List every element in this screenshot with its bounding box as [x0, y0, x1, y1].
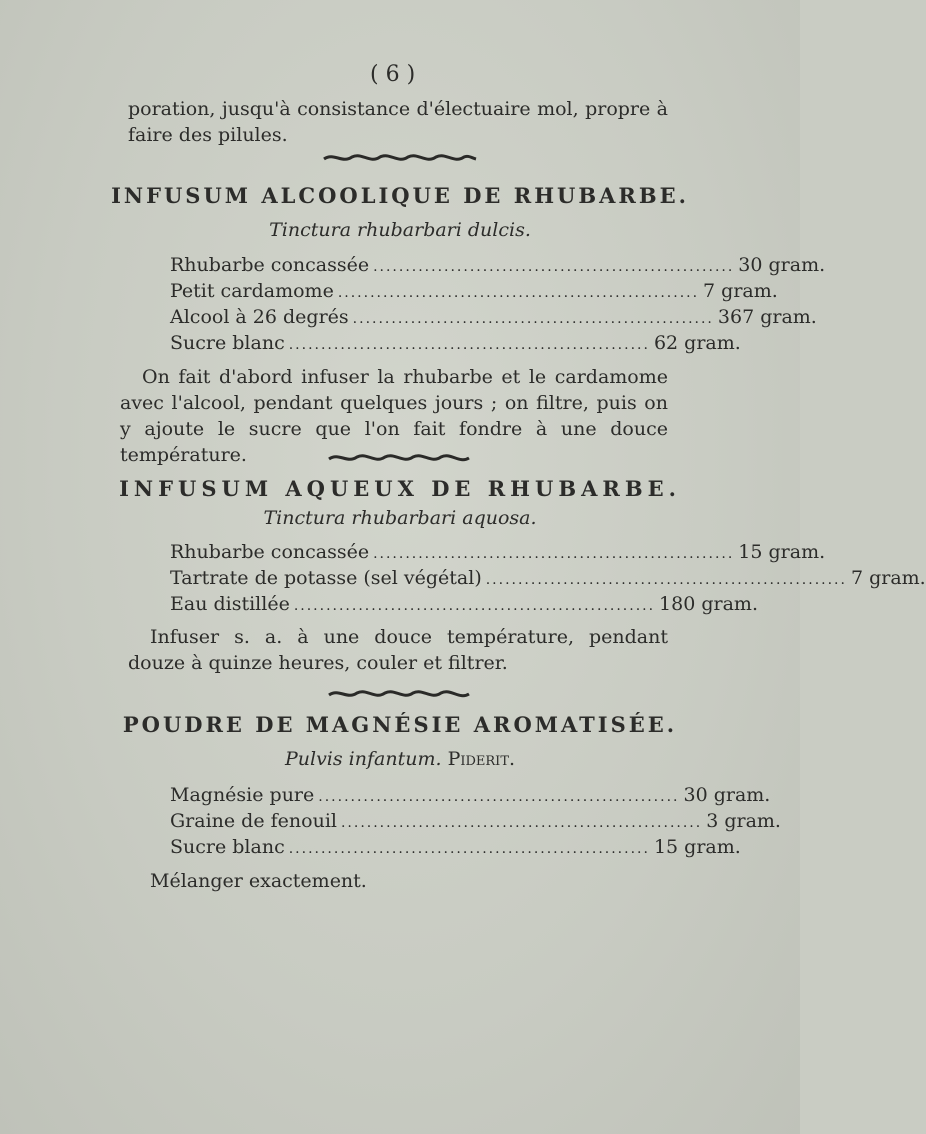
ingredient-name: Graine de fenouil	[170, 810, 337, 832]
ornament-icon	[325, 450, 475, 466]
ingredient-list-2	[170, 539, 926, 617]
section-subtitle-2: Tinctura rhubarbari aquosa.	[263, 507, 537, 529]
ingredient-name: Sucre blanc	[170, 836, 285, 858]
instructions-paragraph-3: Mélanger exactement.	[150, 870, 367, 892]
ingredient-list-1	[170, 252, 826, 356]
ingredient-name: Sucre blanc	[170, 332, 285, 354]
leader-dots: ........................................................	[337, 285, 700, 301]
leader-dots: ........................................................	[373, 259, 735, 275]
subtitle-title: Pulvis infantum.	[284, 748, 442, 770]
ingredient-name: Rhubarbe concassée	[170, 254, 370, 276]
ingredient-quantity: 367 gram.	[717, 306, 817, 328]
instructions-paragraph-1: On fait d'abord infuser la rhubarbe et le cardamome avec l'alcool, pendant quelques jours ; on filtre, puis on y ajoute le sucre que l'on fait fondre à une douce température.	[120, 366, 668, 466]
ingredient-row	[170, 782, 771, 808]
ingredient-row	[170, 330, 741, 356]
page-number: ( 6 )	[370, 62, 416, 87]
intro-paragraph: poration, jusqu'à consistance d'électuaire mol, propre à faire des pilules.	[128, 98, 668, 146]
leader-dots: ........................................................	[340, 815, 703, 831]
leader-dots: ........................................................	[318, 789, 680, 805]
ingredient-quantity: 15 gram.	[738, 541, 826, 563]
leader-dots: ........................................................	[288, 337, 650, 353]
section-subtitle-3	[0, 748, 800, 770]
section-heading-2: INFUSUM AQUEUX DE RHUBARBE.	[119, 476, 681, 501]
leader-dots: ........................................................	[485, 572, 847, 588]
subtitle-author: Piderit.	[447, 748, 516, 770]
ingredient-row	[170, 591, 758, 617]
instructions-paragraph-2: Infuser s. a. à une douce température, pendant douze à quinze heures, couler et filtrer.	[128, 626, 668, 674]
leader-dots: ........................................................	[373, 546, 735, 562]
ingredient-row	[170, 539, 826, 565]
ingredient-name: Tartrate de potasse (sel végétal)	[170, 567, 482, 589]
ingredient-row	[170, 252, 826, 278]
ingredient-name: Petit cardamome	[170, 280, 334, 302]
ornament-icon	[325, 686, 475, 702]
ingredient-row	[170, 278, 778, 304]
ornament-icon	[320, 150, 480, 166]
ingredient-quantity: 3 gram.	[706, 810, 781, 832]
ingredient-quantity: 7 gram.	[850, 567, 926, 589]
ingredient-name: Eau distillée	[170, 593, 290, 615]
section-subtitle-1: Tinctura rhubarbari dulcis.	[269, 219, 531, 241]
ingredient-row	[170, 565, 926, 591]
ingredient-quantity: 30 gram.	[683, 784, 771, 806]
ingredient-name: Magnésie pure	[170, 784, 315, 806]
ingredient-name: Alcool à 26 degrés	[170, 306, 349, 328]
ornamental-divider	[0, 450, 800, 470]
ingredient-row	[170, 808, 781, 834]
ornamental-divider	[0, 150, 800, 170]
ingredient-row	[170, 304, 817, 330]
ingredient-quantity: 7 gram.	[703, 280, 778, 302]
ingredient-quantity: 15 gram.	[653, 836, 741, 858]
ingredient-quantity: 180 gram.	[659, 593, 758, 615]
ingredient-name: Rhubarbe concassée	[170, 541, 370, 563]
leader-dots: ........................................................	[352, 311, 714, 327]
section-heading-1: INFUSUM ALCOOLIQUE DE RHUBARBE.	[111, 183, 689, 208]
leader-dots: ........................................................	[293, 598, 656, 614]
ingredient-quantity: 30 gram.	[738, 254, 826, 276]
section-heading-3: POUDRE DE MAGNÉSIE AROMATISÉE.	[122, 712, 678, 737]
leader-dots: ........................................................	[288, 841, 650, 857]
ingredient-list-3	[170, 782, 781, 860]
ornamental-divider	[0, 686, 800, 706]
ingredient-quantity: 62 gram.	[653, 332, 741, 354]
ingredient-row	[170, 834, 741, 860]
